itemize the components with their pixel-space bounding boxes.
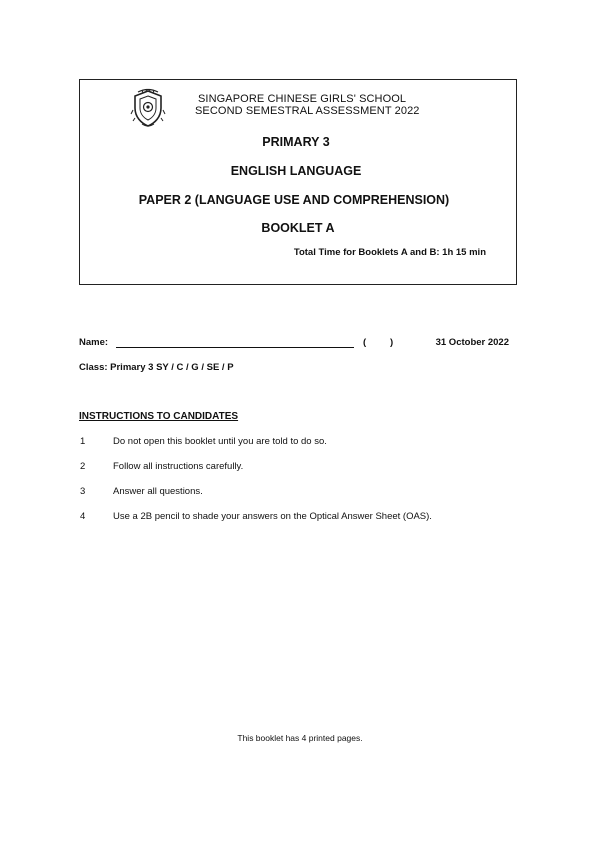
name-row xyxy=(79,337,509,351)
level-title: PRIMARY 3 xyxy=(262,135,330,149)
assessment-title: SECOND SEMESTRAL ASSESSMENT 2022 xyxy=(195,105,420,117)
instruction-number: 4 xyxy=(80,511,86,522)
instruction-text: Use a 2B pencil to shade your answers on the Optical Answer Sheet (OAS). xyxy=(113,511,432,522)
booklet-title: BOOKLET A xyxy=(261,221,335,235)
subject-title: ENGLISH LANGUAGE xyxy=(230,164,362,178)
register-number-open-paren: ( xyxy=(363,337,367,348)
exam-date: 31 October 2022 xyxy=(435,337,509,348)
instruction-number: 2 xyxy=(80,461,86,472)
name-label: Name: xyxy=(79,337,109,348)
instruction-number: 3 xyxy=(80,486,86,497)
total-time: Total Time for Booklets A and B: 1h 15 min xyxy=(293,247,486,258)
instructions-title: INSTRUCTIONS TO CANDIDATES xyxy=(79,411,239,422)
school-crest-icon xyxy=(130,88,166,128)
instruction-text: Do not open this booklet until you are told to do so. xyxy=(113,436,327,447)
header-box xyxy=(79,79,517,285)
name-field-line[interactable] xyxy=(116,347,354,348)
class-row: Class: Primary 3 SY / C / G / SE / P xyxy=(79,362,234,373)
school-name: SINGAPORE CHINESE GIRLS' SCHOOL xyxy=(198,93,407,105)
instruction-item xyxy=(79,461,519,486)
register-number-close-paren: ) xyxy=(390,337,394,348)
instructions-list xyxy=(79,436,519,536)
instruction-number: 1 xyxy=(80,436,86,447)
instruction-item xyxy=(79,486,519,511)
paper-title: PAPER 2 (LANGUAGE USE AND COMPREHENSION) xyxy=(138,193,450,207)
instruction-text: Follow all instructions carefully. xyxy=(113,461,244,472)
instruction-item xyxy=(79,436,519,461)
instruction-text: Answer all questions. xyxy=(113,486,203,497)
page-count-note: This booklet has 4 printed pages. xyxy=(237,733,363,743)
instruction-item xyxy=(79,511,519,536)
school-name-block xyxy=(195,93,420,117)
